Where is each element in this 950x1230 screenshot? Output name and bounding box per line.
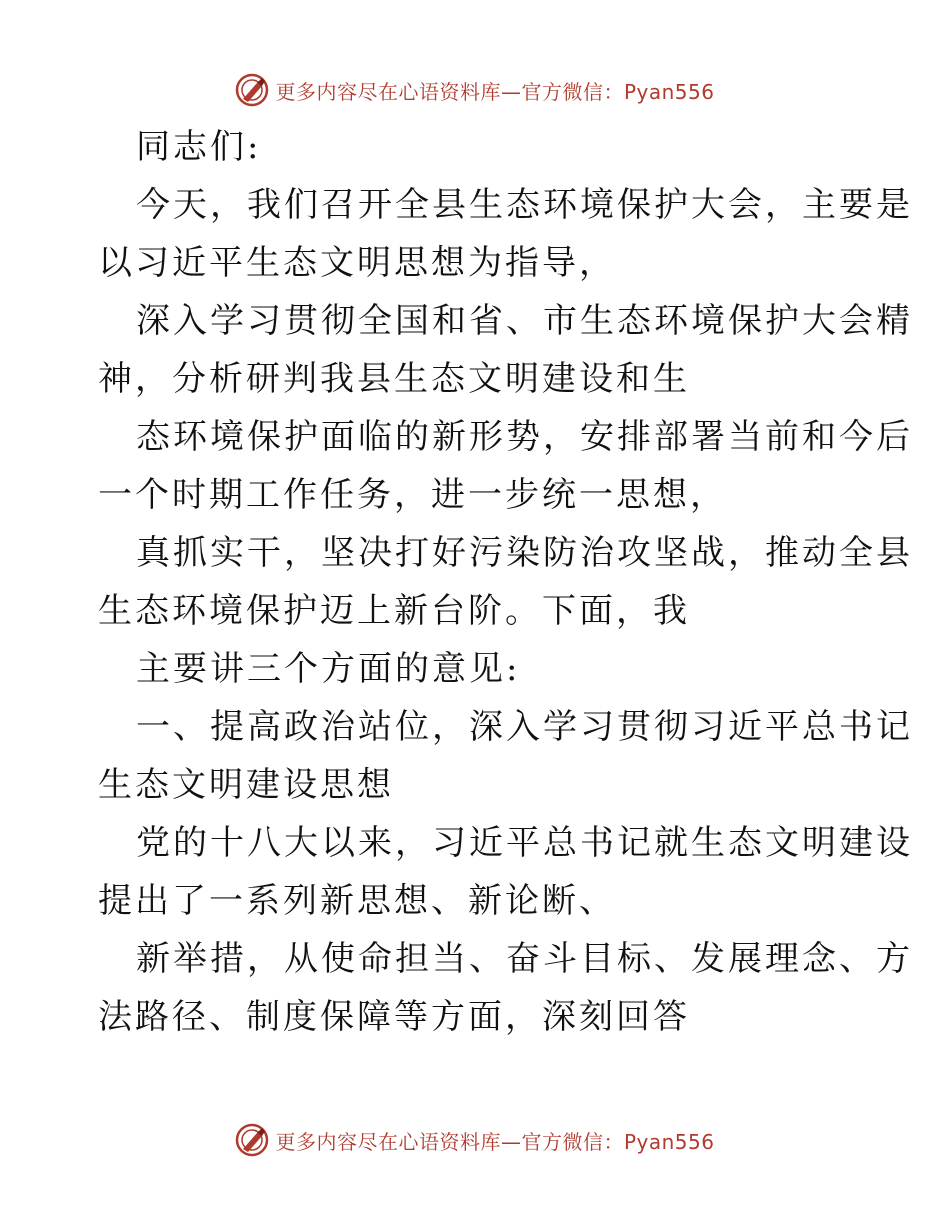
document-line: 真抓实干，坚决打好污染防治攻坚战，推动全县 (136, 533, 913, 573)
document-line: 党的十八大以来，习近平总书记就生态文明建设 (136, 823, 913, 863)
document-line: 提出了一系列新思想、新论断、 (98, 881, 616, 921)
footer-banner-text: 更多内容尽在心语资料库—官方微信：Pyan556 (275, 1129, 715, 1154)
footer-banner (0, 1120, 950, 1160)
document-line: 一个时期工作任务，进一步统一思想， (98, 475, 727, 515)
header-banner (0, 70, 950, 110)
pen-nib-logo-icon (235, 73, 269, 107)
document-line: 法路径、制度保障等方面，深刻回答 (98, 997, 690, 1037)
document-line: 神，分析研判我县生态文明建设和生 (98, 359, 690, 399)
pen-nib-logo-icon (235, 1123, 269, 1157)
header-banner-text: 更多内容尽在心语资料库—官方微信：Pyan556 (275, 79, 715, 104)
document-line: 态环境保护面临的新形势，安排部署当前和今后 (136, 417, 913, 457)
document-line: 以习近平生态文明思想为指导， (98, 243, 616, 283)
document-line: 生态环境保护迈上新台阶。下面，我 (98, 591, 690, 631)
document-line: 同志们: (136, 127, 262, 167)
document-line: 新举措，从使命担当、奋斗目标、发展理念、方 (136, 939, 913, 979)
document-line: 深入学习贯彻全国和省、市生态环境保护大会精 (136, 301, 913, 341)
document-line: 一、提高政治站位，深入学习贯彻习近平总书记 (136, 707, 913, 747)
document-line: 生态文明建设思想 (98, 765, 394, 805)
document-body (98, 118, 913, 1046)
document-line: 主要讲三个方面的意见: (136, 649, 521, 689)
document-line: 今天，我们召开全县生态环境保护大会，主要是 (136, 185, 913, 225)
